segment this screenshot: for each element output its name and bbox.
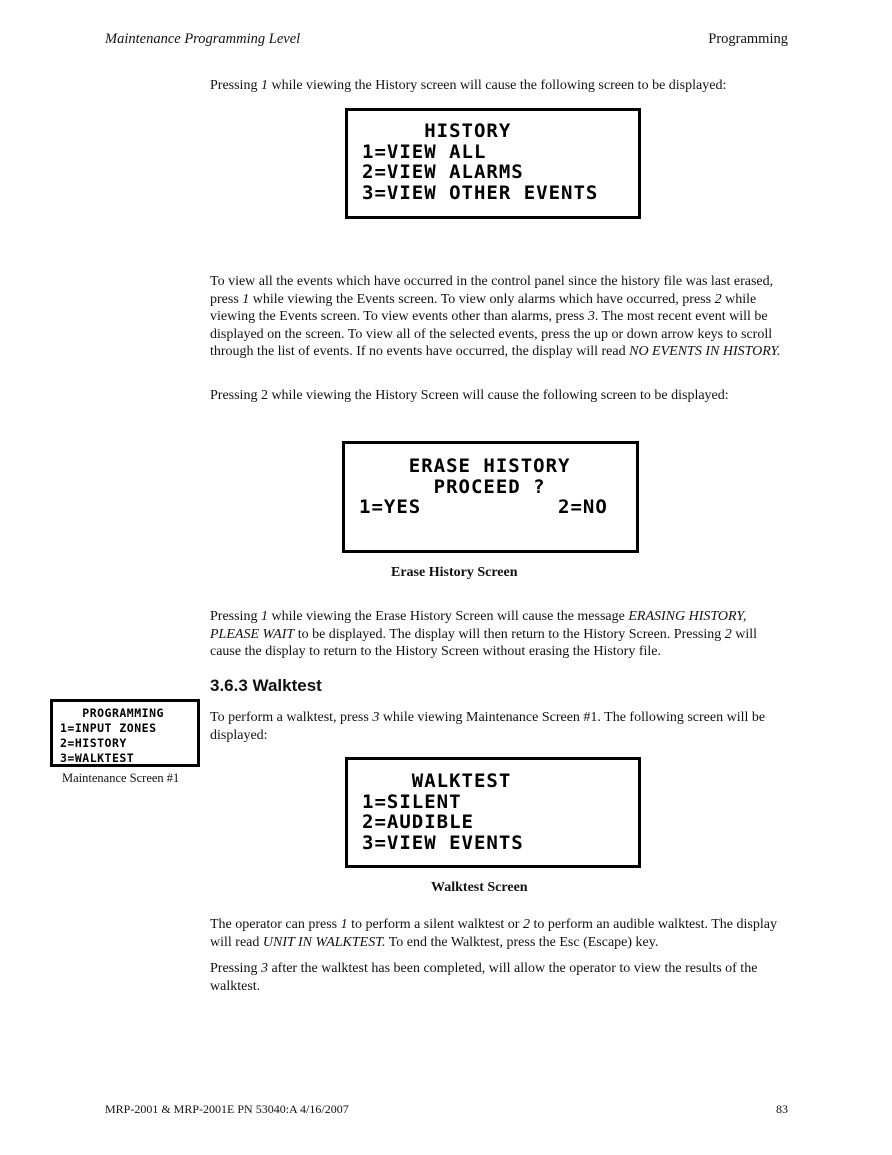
erase-history-lcd-screen — [342, 441, 639, 553]
paragraph-walktest-operation: The operator can press 1 to perform a silent walktest or 2 to perform an audible walktest. The display will read UNIT IN WALKTEST. To end the Walktest, press the Esc (Escape) key. — [210, 917, 777, 950]
lcd-line: 2=AUDIBLE — [362, 811, 474, 833]
paragraph-view-events: To view all the events which have occurred in the control panel since the history file was last erased, press 1 while viewing the Events screen. To view only alarms which have occurred, press 2 while viewing the Events screen. To view events other than alarms, press 3. The most recent event will be displayed on the screen. To view all of the selected events, press the up or down arrow keys to scroll through the list of events. If no events have occurred, the display will read NO EVENTS IN HISTORY. — [210, 274, 781, 359]
page-number: 83 — [776, 1102, 788, 1116]
lcd-line: 1=INPUT ZONES — [60, 721, 157, 735]
maintenance-screen-caption: Maintenance Screen #1 — [62, 771, 180, 785]
maintenance-lcd-screen — [50, 699, 200, 767]
lcd-line: 3=WALKTEST — [60, 751, 135, 765]
lcd-line: 2=HISTORY — [60, 736, 127, 750]
walktest-caption: Walktest Screen — [431, 880, 528, 895]
section-heading-walktest: 3.6.3 Walktest — [210, 676, 322, 695]
paragraph-erase-result: Pressing 1 while viewing the Erase History Screen will cause the message ERASING HISTORY, PLEASE WAIT to be displayed. The display will then return to the History Screen. Pressing 2 will cause the display to return to the History Screen without erasing the History file. — [210, 609, 758, 659]
lcd-line: PROGRAMMING — [60, 706, 164, 720]
footer-document-id: MRP-2001 & MRP-2001E PN 53040:A 4/16/2007 — [105, 1102, 349, 1116]
lcd-line: 1=VIEW ALL — [362, 140, 487, 163]
lcd-line: ERASE HISTORY — [359, 455, 571, 477]
lcd-line: 3=VIEW EVENTS — [362, 831, 524, 854]
paragraph-walktest-results: Pressing 3 after the walktest has been completed, will allow the operator to view the results of the walktest. — [210, 961, 758, 994]
lcd-line: PROCEED ? — [359, 475, 546, 498]
running-header-title: Maintenance Programming Level — [105, 31, 301, 47]
erase-history-caption: Erase History Screen — [391, 565, 518, 580]
paragraph-history-intro: Pressing 1 while viewing the History screen will cause the following screen to be displayed: — [210, 78, 727, 93]
lcd-line: HISTORY — [362, 120, 512, 142]
lcd-line: WALKTEST — [362, 770, 512, 792]
history-lcd-screen — [345, 108, 641, 219]
running-header-section: Programming — [708, 31, 788, 47]
paragraph-history-erase-intro: Pressing 2 while viewing the History Screen will cause the following screen to be displayed: — [210, 388, 729, 403]
lcd-line: 1=YES 2=NO — [359, 496, 608, 518]
lcd-line: 2=VIEW ALARMS — [362, 161, 524, 183]
paragraph-walktest-intro: To perform a walktest, press 3 while viewing Maintenance Screen #1. The following screen will be displayed: — [210, 710, 766, 743]
lcd-line: 3=VIEW OTHER EVENTS — [362, 181, 599, 204]
walktest-lcd-screen — [345, 757, 641, 868]
lcd-line: 1=SILENT — [362, 790, 462, 813]
